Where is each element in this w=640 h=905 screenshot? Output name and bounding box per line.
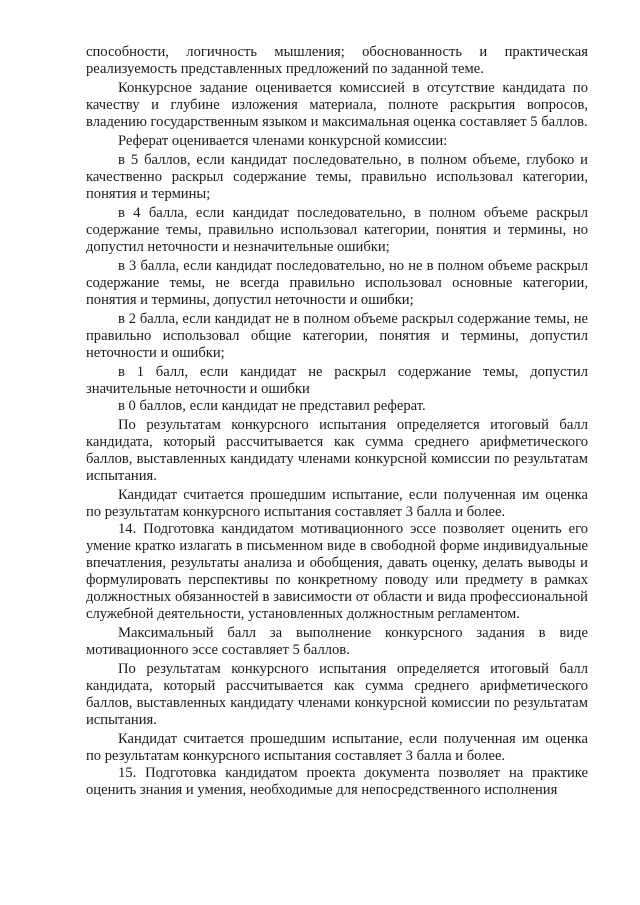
paragraph-essay-grading-intro: Реферат оценивается членами конкурсной комиссии: (118, 133, 448, 149)
paragraph-continuation: способности, логичность мышления; обоснованность и практическая реализуемость представленных предложений по заданной теме. (86, 44, 588, 77)
paragraph-pass-condition-2: Кандидат считается прошедшим испытание, если полученная им оценка по результатам конкурсного испытания составляет 3 балла и более. (86, 731, 588, 764)
paragraph-final-score-2: По результатам конкурсного испытания определяется итоговый балл кандидата, который рассчитывается как сумма среднего арифметического баллов, выставленных кандидату членами конкурсной комиссии по результатам испытания. (86, 661, 588, 728)
paragraph-final-score: По результатам конкурсного испытания определяется итоговый балл кандидата, который рассчитывается как сумма среднего арифметического баллов, выставленных кандидату членами конкурсной комиссии по результатам испытания. (86, 417, 588, 484)
paragraph-item-15-project: 15. Подготовка кандидатом проекта документа позволяет на практике оценить знания и умения, необходимые для непосредственного исполнения (86, 765, 588, 798)
document-page (86, 44, 588, 799)
grade-3-criteria: в 3 балла, если кандидат последовательно, но не в полном объеме раскрыл содержание темы, не всегда правильно использовал основные категории, понятия и термины, допустил неточности и ошибки; (86, 258, 588, 308)
paragraph-essay-max-score: Максимальный балл за выполнение конкурсного задания в виде мотивационного эссе составляет 5 баллов. (86, 625, 588, 658)
grade-4-criteria: в 4 балла, если кандидат последовательно, в полном объеме раскрыл содержание темы, правильно использовал категории, понятия и термины, но допустил неточности и незначительные ошибки; (86, 205, 588, 255)
paragraph-item-14-essay: 14. Подготовка кандидатом мотивационного эссе позволяет оценить его умение кратко излагать в письменном виде в свободной форме индивидуальные впечатления, результаты анализа и обобщения, давать оценку, делать выводы и формулировать перспективы по конкретному поводу или предмету в рамках должностных обязанностей в зависимости от области и вида профессиональной служебной деятельности, установленных должностным регламентом. (86, 521, 588, 622)
grade-1-criteria: в 1 балл, если кандидат не раскрыл содержание темы, допустил значительные неточности и ошибки (86, 364, 588, 397)
grade-0-criteria: в 0 баллов, если кандидат не представил реферат. (118, 398, 426, 414)
grade-5-criteria: в 5 баллов, если кандидат последовательно, в полном объеме, глубоко и качественно раскрыл содержание темы, правильно использовал категории, понятия и термины; (86, 152, 588, 202)
paragraph-pass-condition: Кандидат считается прошедшим испытание, если полученная им оценка по результатам конкурсного испытания составляет 3 балла и более. (86, 487, 588, 520)
grade-2-criteria: в 2 балла, если кандидат не в полном объеме раскрыл содержание темы, не правильно использовал общие категории, понятия и термины, допустил неточности и ошибки; (86, 311, 588, 361)
paragraph-assessment-rules: Конкурсное задание оценивается комиссией в отсутствие кандидата по качеству и глубине изложения материала, полноте раскрытия вопросов, владению государственным языком и максимальная оценка составляет 5 баллов. (86, 80, 588, 130)
